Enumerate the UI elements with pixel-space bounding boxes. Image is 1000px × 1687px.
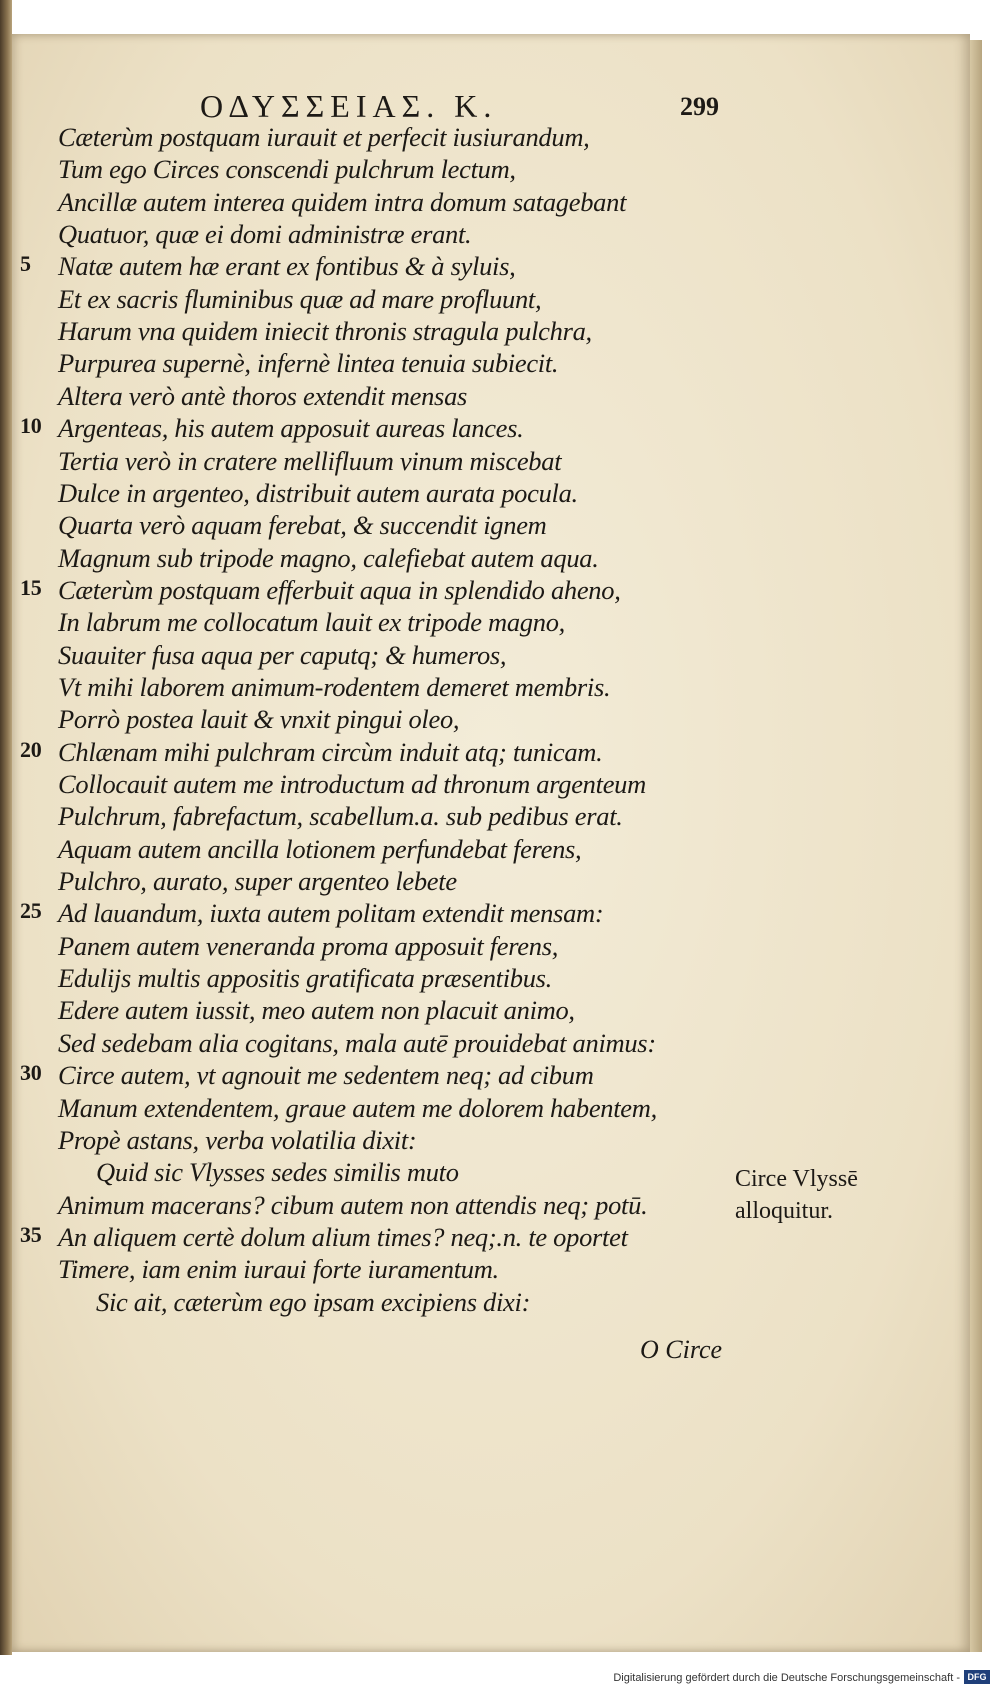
verse-line — [58, 543, 599, 575]
verse-line — [58, 381, 467, 413]
verse-line — [58, 931, 558, 963]
verse-line — [58, 1028, 656, 1060]
verse-text: Pulchrum, fabrefactum, scabellum.a. sub pedibus erat. — [58, 801, 623, 832]
verse-text: In labrum me collocatum lauit ex tripode magno, — [58, 607, 565, 638]
running-head: ΟΔΥΣΣΕΙΑΣ. Κ. — [200, 88, 498, 124]
verse-text: Argenteas, his autem apposuit aureas lances. — [58, 413, 524, 444]
verse-text: Cæterùm postquam efferbuit aqua in splendido aheno, — [58, 574, 621, 605]
marginal-note — [735, 1163, 858, 1227]
line-number: 10 — [20, 413, 42, 439]
verse-text: Collocauit autem me introductum ad thronum argenteum — [58, 769, 646, 799]
verse-line — [58, 1125, 416, 1157]
verse-text: Quarta verò aquam ferebat, & succendit ignem — [58, 510, 547, 541]
verse-line — [20, 574, 621, 607]
verse-text: Circe autem, vt agnouit me sedentem neq; ad cibum — [58, 1060, 594, 1091]
verse-line — [20, 736, 603, 769]
verse-text: Manum extendentem, graue autem me dolorem habentem, — [58, 1092, 657, 1123]
verse-line — [58, 187, 626, 219]
verse-text: Vt mihi laborem animum-rodentem demeret membris. — [58, 671, 611, 702]
verse-text: Sed sedebam alia cogitans, mala autē prouidebat animus: — [58, 1027, 656, 1058]
verse-text: Sic ait, cæterùm ego ipsam excipiens dixi: — [96, 1286, 531, 1317]
verse-text: Chlænam mihi pulchram circùm induit atq; tunicam. — [58, 736, 603, 767]
marginal-note-line: alloquitur. — [735, 1198, 833, 1224]
verse-line — [20, 413, 524, 445]
verse-text: Quid sic Vlysses sedes similis muto — [96, 1157, 459, 1188]
verse-text: Purpurea supernè, infernè lintea tenuia subiecit. — [58, 348, 559, 379]
verse-line — [58, 995, 575, 1027]
verse-line — [20, 1221, 628, 1254]
verse-line — [58, 1254, 499, 1286]
verse-line — [58, 801, 623, 833]
line-number: 15 — [20, 574, 42, 600]
verse-text: Magnum sub tripode magno, calefiebat autem aqua. — [58, 542, 599, 573]
verse-line — [58, 834, 581, 866]
verse-line — [58, 866, 457, 898]
verse-line — [58, 1093, 657, 1125]
verse-line — [58, 769, 646, 801]
verse-text: Porrò postea lauit & vnxit pingui oleo, — [58, 704, 460, 735]
verse-line — [58, 154, 516, 186]
verse-line — [20, 1060, 594, 1092]
verse-text: Quatuor, quæ ei domi administræ erant. — [58, 219, 472, 250]
verse-text: Dulce in argenteo, distribuit autem aurata pocula. — [58, 477, 578, 508]
verse-line — [96, 1287, 530, 1319]
verse-line — [58, 446, 561, 478]
line-number: 30 — [20, 1060, 42, 1086]
verse-line — [58, 963, 552, 995]
verse-text: An aliquem certè dolum alium times? neq;.n. te oportet — [58, 1221, 628, 1252]
verse-line — [96, 1157, 459, 1189]
verse-line — [58, 348, 558, 380]
verse-text: Animum macerans? cibum autem non attendis neq; potū. — [58, 1189, 648, 1220]
verse-text: Tum ego Circes conscendi pulchrum lectum, — [58, 154, 516, 185]
verse-line — [58, 510, 547, 542]
verse-text: Timere, iam enim iuraui forte iuramentum. — [58, 1254, 499, 1285]
verse-text: Edere autem iussit, meo autem non placuit animo, — [58, 995, 575, 1026]
verse-text: Aquam autem ancilla lotionem perfundebat ferens, — [58, 833, 582, 864]
verse-text: Cæterùm postquam iurauit et perfecit iusiurandum, — [58, 122, 590, 152]
verse-text: Propè astans, verba volatilia dixit: — [58, 1124, 417, 1155]
dfg-logo: DFG — [964, 1670, 990, 1684]
verse-text: Tertia verò in cratere mellifluum vinum miscebat — [58, 445, 562, 476]
catchword: O Circe — [640, 1335, 723, 1364]
verse-line — [58, 284, 541, 316]
line-number: 25 — [20, 898, 42, 924]
line-number: 20 — [20, 736, 42, 762]
digitization-credit: Digitalisierung gefördert durch die Deutsche Forschungsgemeinschaft - — [613, 1672, 960, 1684]
verse-line — [58, 672, 610, 704]
page-number: 299 — [680, 92, 719, 121]
verse-line — [58, 640, 506, 672]
verse-line — [58, 478, 578, 510]
verse-line — [58, 316, 592, 348]
verse-text: Ad lauandum, iuxta autem politam extendit mensam: — [58, 898, 604, 929]
verse-text: Pulchro, aurato, super argenteo lebete — [58, 866, 457, 897]
line-number: 35 — [20, 1221, 42, 1247]
verse-text: Edulijs multis appositis gratificata præsentibus. — [58, 963, 553, 994]
verse-text: Panem autem veneranda proma apposuit ferens, — [58, 930, 559, 961]
marginal-note-line: Circe Vlyssē — [735, 1166, 858, 1192]
verse-line — [58, 122, 590, 154]
verse-text: Natæ autem hæ erant ex fontibus & à syluis, — [58, 251, 516, 282]
verse-line — [20, 251, 516, 283]
line-number: 5 — [20, 251, 31, 277]
verse-line — [58, 607, 565, 639]
verse-line — [20, 898, 604, 930]
verse-text: Harum vna quidem iniecit thronis stragula pulchra, — [58, 316, 592, 347]
verse-text: Altera verò antè thoros extendit mensas — [58, 380, 468, 411]
verse-text: Suauiter fusa aqua per caputq; & humeros, — [58, 639, 507, 670]
verse-line — [58, 219, 471, 251]
verse-text: Ancillæ autem interea quidem intra domum satagebant — [58, 186, 627, 217]
verse-line — [58, 704, 459, 736]
verse-text: Et ex sacris fluminibus quæ ad mare profluunt, — [58, 283, 542, 314]
verse-line — [58, 1190, 647, 1222]
